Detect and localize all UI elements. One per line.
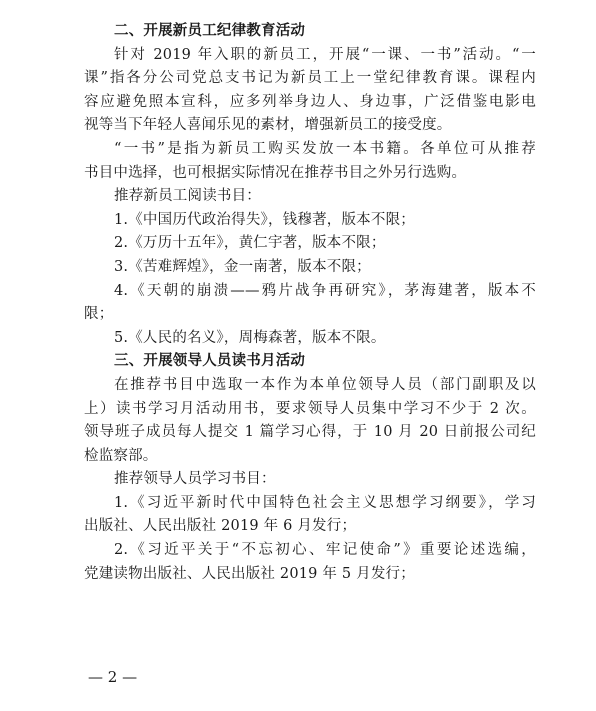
book-list-item: 1.《中国历代政治得失》，钱穆著，版本不限； <box>114 211 415 228</box>
list-heading-new-employee-books: 推荐新员工阅读书目： <box>114 188 261 205</box>
paragraph-line: 领导班子成员每人提交 1 篇学习心得，于 10 月 20 日前报公司纪 <box>84 424 536 441</box>
paragraph-line: 视等当下年轻人喜闻乐见的素材，增强新员工的接受度。 <box>84 117 452 134</box>
book-list-item: 1.《习近平新时代中国特色社会主义思想学习纲要》，学习 <box>114 494 536 511</box>
paragraph-line: 针对 2019 年入职的新员工，开展“一课、一书”活动。“一 <box>114 46 536 63</box>
paragraph-line: 检监察部。 <box>84 447 158 464</box>
paragraph-line: 课”指各分公司党总支书记为新员工上一堂纪律教育课。课程内 <box>84 70 536 87</box>
book-list-item-continued: 党建读物出版社、人民出版社 2019 年 5 月发行； <box>84 565 415 582</box>
paragraph-line: “一书”是指为新员工购买发放一本书籍。各单位可从推荐 <box>114 140 536 157</box>
book-list-item: 3.《苦难辉煌》，金一南著，版本不限； <box>114 258 371 275</box>
book-list-item-continued: 限； <box>84 306 114 323</box>
book-list-item-continued: 出版社、人民出版社 2019 年 6 月发行； <box>84 518 357 535</box>
section-heading-new-employee: 二、开展新员工纪律教育活动 <box>114 23 306 39</box>
section-heading-leader-reading: 三、开展领导人员读书月活动 <box>114 353 306 370</box>
book-list-item: 2.《习近平关于“不忘初心、牢记使命”》重要论述选编， <box>114 542 536 559</box>
document-body <box>84 20 536 586</box>
list-heading-leader-books: 推荐领导人员学习书目： <box>114 471 276 488</box>
book-list-item: 4.《天朝的崩溃——鸦片战争再研究》，茅海建著，版本不 <box>114 282 536 299</box>
book-list-item: 2.《万历十五年》，黄仁宇著，版本不限； <box>114 235 386 252</box>
book-list-item: 5.《人民的名义》，周梅森著，版本不限。 <box>114 329 386 346</box>
paragraph-line: 书目中选择，也可根据实际情况在推荐书目之外另行选购。 <box>84 164 467 181</box>
paragraph-line: 在推荐书目中选取一本作为本单位领导人员（部门副职及以 <box>114 376 536 393</box>
paragraph-line: 容应避免照本宣科，应多列举身边人、身边事，广泛借鉴电影电 <box>84 93 536 110</box>
page-number: — 2 — <box>88 668 138 686</box>
paragraph-line: 上）读书学习月活动用书，要求领导人员集中学习不少于 2 次。 <box>84 400 536 417</box>
